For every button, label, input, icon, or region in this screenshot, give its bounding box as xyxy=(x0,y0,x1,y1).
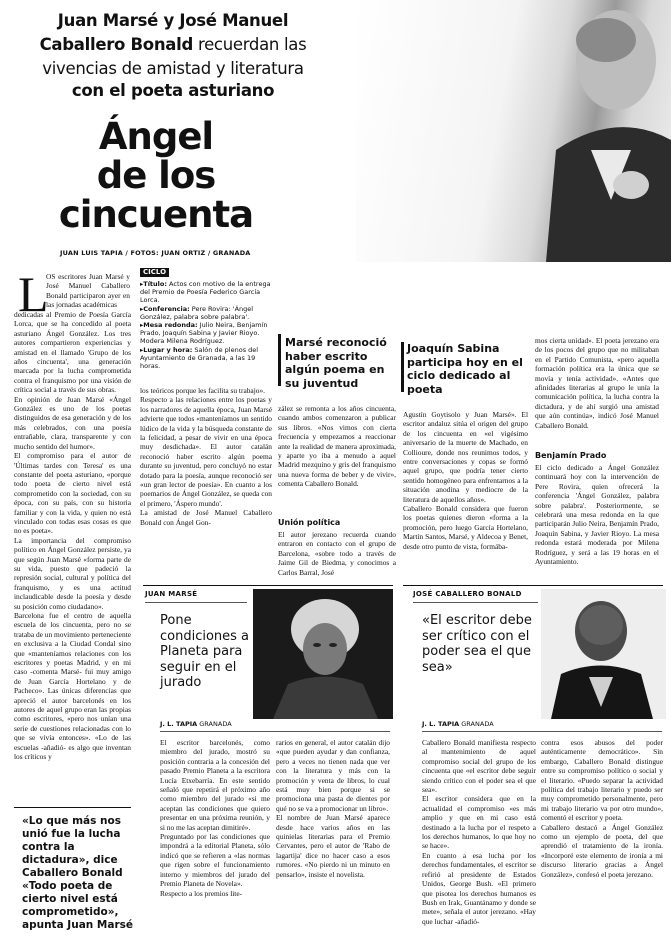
box-2-kicker: JOSÉ CABALLERO BONALD xyxy=(413,590,522,598)
title-line-2: de los xyxy=(96,154,216,197)
ciclo-label: CICLO xyxy=(140,268,169,277)
column-5-body-2: El ciclo dedicado a Ángel González continuará hoy con la intervención de Pere Rovira, quien ofrecerá la conferencia 'Ángel González, palabra sobre palabra'. Posteriormente, se celebrará una mesa redonda en la que participarán Julio Neira, Benjamín Prado, Joaquín Sabina, y Javier Rioyo. La mesa redonda estará moderada por Milena Rodríguez, y será a las 19 horas en el Ayuntamiento. xyxy=(535,463,659,567)
caballero-bonald-photo xyxy=(541,589,666,719)
box-1-kicker-rule xyxy=(145,602,247,603)
marse-photo xyxy=(253,589,393,719)
pull-quote-2: «Todo poeta de cierto nivel está comprometido», apunta Juan Marsé xyxy=(22,880,133,931)
box-1-top-rule xyxy=(143,585,393,586)
portrait-photo xyxy=(356,0,671,262)
box-1-column-1: El escritor barcelonés, como miembro del jurado, mostró su posición contraria a la concesión del pasado Premio Planeta a la escritora Lucía Etxebarría. En este sentido señaló que repetirá el próximo año como miembro del jurado «si me aceptan las condiciones que quiero presentar en una próxima reunión, y si no me las aceptan dimitiré». Preguntado por las condiciones que impondrá a la editorial Planeta, sólo indicó que se refieren a «las normas que rigen sobre el funcionamiento interno y miembros del jurado del Premio Planeta de Novela». Respecto a los premios lite- xyxy=(160,738,270,898)
ciclo-item: ▸Conferencia: Pere Rovira: 'Ángel González, palabra sobre palabra'. xyxy=(140,304,254,321)
ciclo-item: ▸Lugar y hora: Salón de plenos del Ayuntamiento de Granada, a las 19 horas. xyxy=(140,345,259,371)
title-line-3: cincuenta xyxy=(58,193,254,236)
ciclo-list xyxy=(140,280,274,370)
box-1-byline: J. L. TAPIA GRANADA xyxy=(160,720,232,728)
headline-line-1: Juan Marsé y José Manuel xyxy=(57,11,289,30)
headline-line-2-rest: recuerdan las xyxy=(193,35,307,54)
column-4-body: Agustín Goytisolo y Juan Marsé». El escritor andaluz sitúa el origen del grupo de los cincuenta en «el vigésimo aniversario de la muerte de Machado, en Collioure, donde nos reunimos todos, y entre conversaciones y copas se formó aquel grupo, que podría tener cierto sentido homogéneo para enfrentarnos a la situación anodina y mediocre de la literatura de aquellos años». Caballero Bonald considera que fueron los poetas quienes dieron «forma a la promoción, pero luego García Hortelano, Martín Santos, Marsé, y Aldecoa y Benet, desde otro punto de vista, formába- xyxy=(403,410,528,551)
box-2-column-1: Caballero Bonald manifiesta respecto al mantenimiento de aquel compromiso social del grupo de los cincuenta que «el escritor debe seguir siendo crítico con el poder sea el que sea». El escritor considera que en la actualidad el compromiso «es más amplio y que en mi caso está destinado a la lucha por el respeto a los derechos humanos, lo que hoy no se hace». En cuanto a esa lucha por los derechos fundamentales, el escritor se refirió al presidente de Estados Unidos, George Bush. «El primero que pisotea los derechos humanos es Bush en Irak, Guantánamo y donde se mete», señala el autor jerezano. «Hay que luchar -añadió- xyxy=(422,738,536,926)
pull-quote-1: «Lo que más nos unió fue la lucha contra la dictadura», dice Caballero Bonald xyxy=(22,815,123,879)
headline-line-4: con el poeta asturiano xyxy=(71,81,275,100)
box-1-headline: Pone condiciones a Planeta para seguir en el jurado xyxy=(160,613,250,690)
ciclo-box xyxy=(140,268,274,383)
box-1-column-2: rarios en general, el autor catalán dijo «que pueden ayudar y dan confianza, pero a veces no tienen nada que ver con la literatura y más con la promoción y venta de libros, lo cual está muy bien porque si se promociona una pasta de dientes por qué no se va a promocionar un libro». El nombre de Juan Marsé aparece desde hace varios años en las quinielas literarias para el Premio Cervantes, pero el autor de 'Rabo de lagartija' dice no hacer caso a esos rumores. «No pierdo ni un minuto en pensarlo», insiste el novelista. xyxy=(276,738,390,879)
column-3-body-2: El autor jerezano recuerda cuando entraron en contacto con el grupo de Barcelona, «sobre todo a través de Jaime Gil de Biedma, y conocimos a Carlos Barral, José xyxy=(278,530,396,577)
article-byline: JUAN LUIS TAPIA / FOTOS: JUAN ORTIZ / GRANADA xyxy=(60,249,251,257)
box-2-column-2: contra esos abusos del poder auténticamente democrático». Sin embargo, Caballero Bonald distingue entre su compromiso político o social y el literario. «Puedo separar la actividad política del trabajo literario y puedo ser muy comprometido personalmente, pero mi trabajo literario va por otro mundo», comentó el escritor y poeta. Caballero destacó a Ángel González como un ejemplo de poeta, del que aprendió el tratamiento de la ironía. «Incorporé este elemento de ironía a mi discurso literario gracias a Ángel González», confesó el poeta jerezano. xyxy=(541,738,663,879)
quote-rule-top xyxy=(14,807,131,808)
dropcap: L xyxy=(18,266,49,322)
ciclo-item: ▸Título: Actos con motivo de la entrega del Premio de Poesía Federico García Lorca. xyxy=(140,280,271,305)
subhead-union-politica: Unión política xyxy=(278,518,341,527)
column-1-body: dedicadas al Premio de Poesía García Lorca, que se ha concedido al poeta asturiano Ángel González. Los tres autores compartieron experiencias y amistad en el llamado 'Grupo de los años cincuenta', una generación marcada por la lucha comprometida contra el franquismo por una visión de crítica social a través de sus obras. En opinión de Juan Marsé «Ángel González es uno de los poetas distinguidos de esa generación y de los más celebrados, con una poesía entrañable, clara, transparente y con mucho sentido del humor». El compromiso para el autor de 'Últimas tardes con Teresa' es una constante del poeta asturiano, «porque todo poeta de cierto nivel está comprometido con la sociedad, con su época, con su país, con su historia familiar y con la vida, y quien no está vinculado con todas esas cosas es que no es poeta». La importancia del compromiso político en Ángel González persiste, ya que según Juan Marsé «forma parte de su vida, puesto que padeció la represión social, cultural y política del franquismo, y es una actitud inclaudicable desde la poesía y desde su posición como ciudadano». Barcelona fue el centro de aquella escuela de los cincuenta, pero no se trataba de un movimiento perteneciente en exclusiva a la Ciudad Condal sino que «manteníamos relaciones con los escritores y poetas Madrid, y en mi caso -comenta Marsé- fui muy amigo de Juan García Hortelano y de Pacheco». Las únicas diferencias que apreció el autor barcelonés en los autores de aquel grupo eran las propias como escritores, «pero nos unían una serie de cuestiones relacionadas con lo que se vivía entonces». «Lo de las escuelas -añadió- es algo que inventan los críticos y xyxy=(14,310,131,762)
subhead-2-rule xyxy=(401,342,404,392)
box-1-kicker: JUAN MARSÉ xyxy=(145,590,198,598)
headline-line-3: vivencias de amistad y literatura xyxy=(42,59,304,78)
box-2-headline: «El escritor debe ser crítico con el poder sea el que sea» xyxy=(422,613,532,675)
title-block xyxy=(36,117,276,242)
caballero-figure xyxy=(541,589,666,719)
subhead-1-rule xyxy=(278,334,281,386)
box-2-top-rule xyxy=(403,585,663,586)
portrait-figure xyxy=(356,0,671,262)
headline-block xyxy=(0,0,346,105)
title-line-1: Ángel xyxy=(98,115,214,158)
box-1-byline-rule xyxy=(160,731,390,732)
marse-figure xyxy=(253,589,393,719)
column-2-body: los teóricos porque les facilita su trabajo». Respecto a las relaciones entre los poetas y los narradores de aquella época, Juan Marsé advierte que todos «manteníamos un sentido lúdico de la vida y la búsqueda constante de la felicidad, a pesar de vivir en una época muy desdichada». El autor catalán reconoció haber escrito algún poema durante su juventud, pero concluyó no estar dotado para la poesía, aunque reconoció ser «un gran lector de poesía». En cuanto a los poemarios de Ángel González, se queda con el primero, 'Áspero mundo'. La amistad de José Manuel Caballero Bonald con Ángel Gon- xyxy=(140,386,272,527)
column-5-body: mos cierta unidad». El poeta jerezano era de los pocos del grupo que no militaban en el Partido Comunista, «pero aquella formación política era la única que se movía y tenía actividad». «Antes que afinidades literarias al grupo le unía la comunicación política, la lucha contra la dictadura, y de ahí surgió una amistad que aún continúa», indicó José Manuel Caballero Bonald. xyxy=(535,336,659,430)
box-2-byline: J. L. TAPIA GRANADA xyxy=(422,720,494,728)
column-3-body: zález se remonta a los años cincuenta, cuando ambos comenzaron a publicar sus libros. «Nos vimos con cierta frecuencia y empezamos a reaccionar ante la realidad de manera aproximada, y aparte yo iba a menudo a aquel Madrid mezquino y gris del franquismo una nueva forma de beber y de vivir», comenta Caballero Bonald. xyxy=(278,404,396,489)
intro-text: OS escritores Juan Marsé y José Manuel Caballero Bonald participaron ayer en las jornadas académicas xyxy=(46,272,130,310)
subhead-sabina: Joaquín Sabina participa hoy en el ciclo dedicado al poeta xyxy=(407,342,523,396)
ciclo-item: ▸Mesa redonda: Julio Neira, Benjamín Prado, Joaquín Sabina y Javier Rioyo. Modera Milena Rodríguez. xyxy=(140,321,268,346)
subhead-benjamin-prado: Benjamín Prado xyxy=(535,451,607,460)
subhead-marse: Marsé reconoció haber escrito algún poema en su juventud xyxy=(285,336,387,390)
box-2-byline-rule xyxy=(422,731,662,732)
headline-name-bold: Caballero Bonald xyxy=(39,35,193,54)
headline-line-2 xyxy=(0,34,346,55)
box-2-kicker-rule xyxy=(413,602,538,603)
